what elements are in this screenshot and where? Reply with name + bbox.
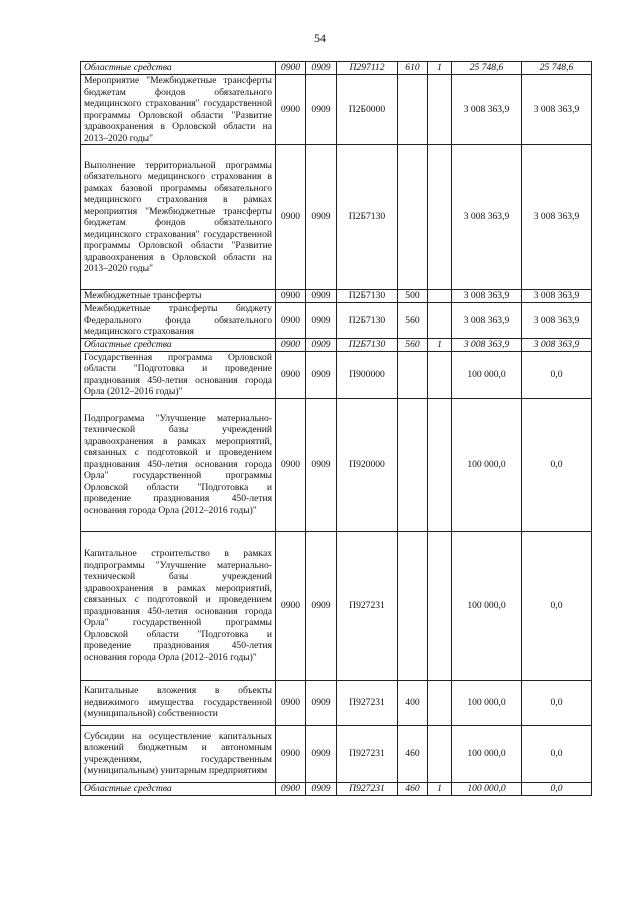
target-article-cell: П2Б7130 [337, 145, 398, 290]
description-cell: Межбюджетные трансферты бюджету Федерального фонда обязательного медицинского страхования [81, 303, 276, 339]
subsection-cell: 0909 [306, 351, 337, 398]
source-cell [428, 725, 452, 782]
subsection-cell: 0909 [306, 398, 337, 531]
table-row [81, 338, 592, 351]
section-cell: 0900 [276, 75, 306, 145]
sum-2-cell: 0,0 [522, 725, 592, 782]
source-cell [428, 531, 452, 680]
sum-1-cell: 3 008 363,9 [452, 338, 522, 351]
sum-2-cell: 3 008 363,9 [522, 290, 592, 303]
source-cell: 1 [428, 782, 452, 795]
subsection-cell: 0909 [306, 680, 337, 725]
sum-2-cell: 0,0 [522, 782, 592, 795]
sum-2-cell: 0,0 [522, 398, 592, 531]
table-row [81, 290, 592, 303]
section-cell: 0900 [276, 145, 306, 290]
sum-1-cell: 3 008 363,9 [452, 145, 522, 290]
section-cell: 0900 [276, 303, 306, 339]
source-cell [428, 290, 452, 303]
sum-1-cell: 100 000,0 [452, 531, 522, 680]
source-cell [428, 303, 452, 339]
table-row [81, 398, 592, 531]
expense-type-cell [398, 531, 428, 680]
target-article-cell: П900000 [337, 351, 398, 398]
description-cell: Межбюджетные трансферты [81, 290, 276, 303]
section-cell: 0900 [276, 725, 306, 782]
table-row [81, 531, 592, 680]
section-cell: 0900 [276, 290, 306, 303]
source-cell [428, 351, 452, 398]
subsection-cell: 0909 [306, 725, 337, 782]
description-cell: Мероприятие "Межбюджетные трансферты бюджетам фондов обязательного медицинского страхования" государственной программы Орловской области "Развитие здравоохранения в Орловской области на 2013–2020 годы" [81, 75, 276, 145]
sum-2-cell: 0,0 [522, 531, 592, 680]
target-article-cell: П927231 [337, 680, 398, 725]
subsection-cell: 0909 [306, 338, 337, 351]
expense-type-cell: 460 [398, 725, 428, 782]
target-article-cell: П927231 [337, 782, 398, 795]
section-cell: 0900 [276, 338, 306, 351]
source-cell: 1 [428, 62, 452, 75]
table-row [81, 62, 592, 75]
sum-1-cell: 100 000,0 [452, 398, 522, 531]
section-cell: 0900 [276, 680, 306, 725]
budget-table-body [81, 62, 592, 796]
sum-1-cell: 25 748,6 [452, 62, 522, 75]
budget-table [80, 61, 592, 796]
section-cell: 0900 [276, 351, 306, 398]
target-article-cell: П2Б7130 [337, 290, 398, 303]
sum-2-cell: 3 008 363,9 [522, 303, 592, 339]
subsection-cell: 0909 [306, 75, 337, 145]
target-article-cell: П927231 [337, 725, 398, 782]
description-cell: Субсидии на осуществление капитальных вложений бюджетным и автономным учреждениям, государственным (муниципальным) унитарным предприятиям [81, 725, 276, 782]
table-row [81, 75, 592, 145]
target-article-cell: П920000 [337, 398, 398, 531]
description-cell: Областные средства [81, 62, 276, 75]
target-article-cell: П2Б7130 [337, 303, 398, 339]
sum-2-cell: 0,0 [522, 680, 592, 725]
description-cell: Выполнение территориальной программы обязательного медицинского страхования в рамках базовой программы обязательного медицинского страхования в рамках мероприятия "Межбюджетные трансферты бюджетам фондов обязательного медицинского страхования" государственной программы Орловской области "Развитие здравоохранения в Орловской области на 2013–2020 годы" [81, 145, 276, 290]
expense-type-cell [398, 75, 428, 145]
expense-type-cell: 560 [398, 303, 428, 339]
target-article-cell: П927231 [337, 531, 398, 680]
sum-1-cell: 100 000,0 [452, 680, 522, 725]
expense-type-cell [398, 351, 428, 398]
target-article-cell: П297112 [337, 62, 398, 75]
section-cell: 0900 [276, 62, 306, 75]
target-article-cell: П2Б0000 [337, 75, 398, 145]
expense-type-cell: 500 [398, 290, 428, 303]
sum-1-cell: 3 008 363,9 [452, 303, 522, 339]
sum-2-cell: 25 748,6 [522, 62, 592, 75]
source-cell [428, 145, 452, 290]
description-cell: Подпрограмма "Улучшение материально-технической базы учреждений здравоохранения в рамках мероприятий, связанных с подготовкой и проведением празднования 450-летия основания города Орла" государственной программы Орловской области "Подготовка и проведение празднования 450-летия основания города Орла (2012–2016 годы)" [81, 398, 276, 531]
source-cell [428, 75, 452, 145]
target-article-cell: П2Б7130 [337, 338, 398, 351]
section-cell: 0900 [276, 782, 306, 795]
expense-type-cell: 560 [398, 338, 428, 351]
table-row [81, 782, 592, 795]
sum-1-cell: 100 000,0 [452, 351, 522, 398]
description-cell: Областные средства [81, 782, 276, 795]
expense-type-cell [398, 398, 428, 531]
table-row [81, 725, 592, 782]
description-cell: Капитальные вложения в объекты недвижимого имущества государственной (муниципальной) собственности [81, 680, 276, 725]
description-cell: Государственная программа Орловской области "Подготовка и проведение празднования 450-летия основания города Орла (2012–2016 годы)" [81, 351, 276, 398]
source-cell [428, 680, 452, 725]
sum-1-cell: 3 008 363,9 [452, 290, 522, 303]
subsection-cell: 0909 [306, 782, 337, 795]
subsection-cell: 0909 [306, 145, 337, 290]
expense-type-cell: 460 [398, 782, 428, 795]
expense-type-cell [398, 145, 428, 290]
table-row [81, 680, 592, 725]
source-cell [428, 398, 452, 531]
section-cell: 0900 [276, 531, 306, 680]
expense-type-cell: 400 [398, 680, 428, 725]
sum-1-cell: 100 000,0 [452, 725, 522, 782]
sum-1-cell: 100 000,0 [452, 782, 522, 795]
expense-type-cell: 610 [398, 62, 428, 75]
description-cell: Капитальное строительство в рамках подпрограммы "Улучшение материально-технической базы учреждений здравоохранения в рамках мероприятий, связанных с подготовкой и проведением празднования 450-летия основания города Орла" государственной программы Орловской области "Подготовка и проведение празднования 450-летия основания города Орла (2012–2016 годы)" [81, 531, 276, 680]
sum-2-cell: 3 008 363,9 [522, 75, 592, 145]
sum-1-cell: 3 008 363,9 [452, 75, 522, 145]
table-row [81, 303, 592, 339]
sum-2-cell: 3 008 363,9 [522, 338, 592, 351]
page-number: 54 [314, 31, 326, 45]
table-row [81, 145, 592, 290]
description-cell: Областные средства [81, 338, 276, 351]
sum-2-cell: 3 008 363,9 [522, 145, 592, 290]
subsection-cell: 0909 [306, 290, 337, 303]
section-cell: 0900 [276, 398, 306, 531]
source-cell: 1 [428, 338, 452, 351]
table-row [81, 351, 592, 398]
subsection-cell: 0909 [306, 531, 337, 680]
subsection-cell: 0909 [306, 62, 337, 75]
subsection-cell: 0909 [306, 303, 337, 339]
sum-2-cell: 0,0 [522, 351, 592, 398]
